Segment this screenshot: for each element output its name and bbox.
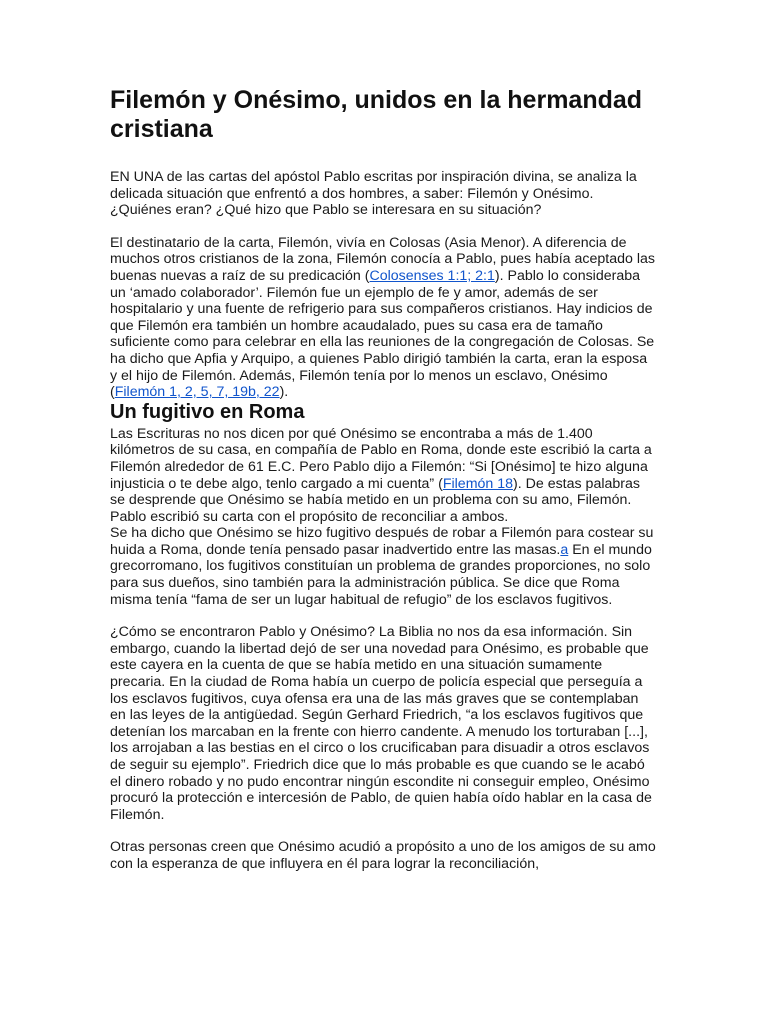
reconciliation-paragraph: Otras personas creen que Onésimo acudió a propósito a uno de los amigos de su amo con la esperanza de que influyera en él para lograr la reconciliación, xyxy=(110,839,656,872)
fugitive-text-b: ). De estas palabras se desprende que Onésimo se había metido en un problema con su amo, Filemón. Pablo escribió su carta con el propósito de reconciliar a ambos. xyxy=(110,475,640,525)
theft-text-a: Se ha dicho que Onésimo se hizo fugitivo después de robar a Filemón para costear su huida a Roma, donde tenía pensado pasar inadvertido entre las masas. xyxy=(110,525,654,558)
fugitive-text-a: Las Escrituras no nos dicen por qué Onésimo se encontraba a más de 1.400 kilómetros de su casa, en compañía de Pablo en Roma, donde este escribió la carta a Filemón alrededor de 61 E.C. Pero Pablo dijo a Filemón: “Si [Onésimo] te hizo alguna injusticia o te debe algo, tenlo cargado a mi cuenta” ( xyxy=(110,425,652,492)
fugitive-paragraph xyxy=(110,426,658,526)
footnote-a-link[interactable]: a xyxy=(560,541,569,558)
section-heading: Un fugitivo en Roma xyxy=(110,400,305,423)
article xyxy=(110,86,658,873)
recipient-text-b: ). Pablo lo consideraba un ‘amado colaborador’. Filemón fue un ejemplo de fe y amor, además de ser hospitalario y una fuente de refrigerio para sus compañeros cristianos. Hay indicios de que Filemón era también un hombre acaudalado, pues su casa era de tamaño suficiente como para celebrar en ella las reuniones de la congregación de Colosas. Se ha dicho que Apfia y Arquipo, a quienes Pablo dirigió también la carta, eran la esposa y el hijo de Filemón. Además, Filemón tenía por lo menos un esclavo, Onésimo ( xyxy=(110,267,655,401)
article-title: Filemón y Onésimo, unidos en la hermandad cristiana xyxy=(110,86,643,143)
theft-text-b: En el mundo grecorromano, los fugitivos constituían un problema de grandes proporciones, no solo para sus dueños, sino también para la administración pública. Se dice que Roma misma tenía “fama de ser un lugar habitual de refugio” de los esclavos fugitivos. xyxy=(110,541,652,608)
recipient-paragraph xyxy=(110,235,658,401)
intro-paragraph: EN UNA de las cartas del apóstol Pablo escritas por inspiración divina, se analiza la delicada situación que enfrentó a dos hombres, a saber: Filemón y Onésimo. ¿Quiénes eran? ¿Qué hizo que Pablo se interesara en su situación? xyxy=(110,169,637,219)
recipient-text-c: ). xyxy=(279,384,289,401)
filemon-18-link[interactable]: Filemón 18 xyxy=(442,475,514,492)
colosenses-link[interactable]: Colosenses 1:1; 2:1 xyxy=(369,267,495,284)
theft-paragraph xyxy=(110,525,658,608)
recipient-text-a: El destinatario de la carta, Filemón, vivía en Colosas (Asia Menor). A diferencia de muchos otros cristianos de la zona, Filemón conocía a Pablo, pues había aceptado las buenas nuevas a raíz de su predicación ( xyxy=(110,234,655,284)
filemon-verses-link[interactable]: Filemón 1, 2, 5, 7, 19b, 22 xyxy=(114,384,280,401)
meeting-paragraph: ¿Cómo se encontraron Pablo y Onésimo? La Biblia no nos da esa información. Sin embargo, cuando la libertad dejó de ser una novedad para Onésimo, es probable que este cayera en la cuenta de que se había metido en una situación sumamente precaria. En la ciudad de Roma había un cuerpo de policía especial que perseguía a los esclavos fugitivos, cuya ofensa era una de las más graves que se contemplaban en las leyes de la antigüedad. Según Gerhard Friedrich, “a los esclavos fugitivos que detenían los marcaban en la frente con hierro candente. A menudo los torturaban [...], los arrojaban a las bestias en el circo o los crucificaban para disuadir a otros esclavos de seguir su ejemplo”. Friedrich dice que lo más probable es que cuando se le acabó el dinero robado y no pudo encontrar ningún escondite ni conseguir empleo, Onésimo procuró la protección e intercesión de Pablo, de quien había oído hablar en la casa de Filemón. xyxy=(110,624,652,823)
